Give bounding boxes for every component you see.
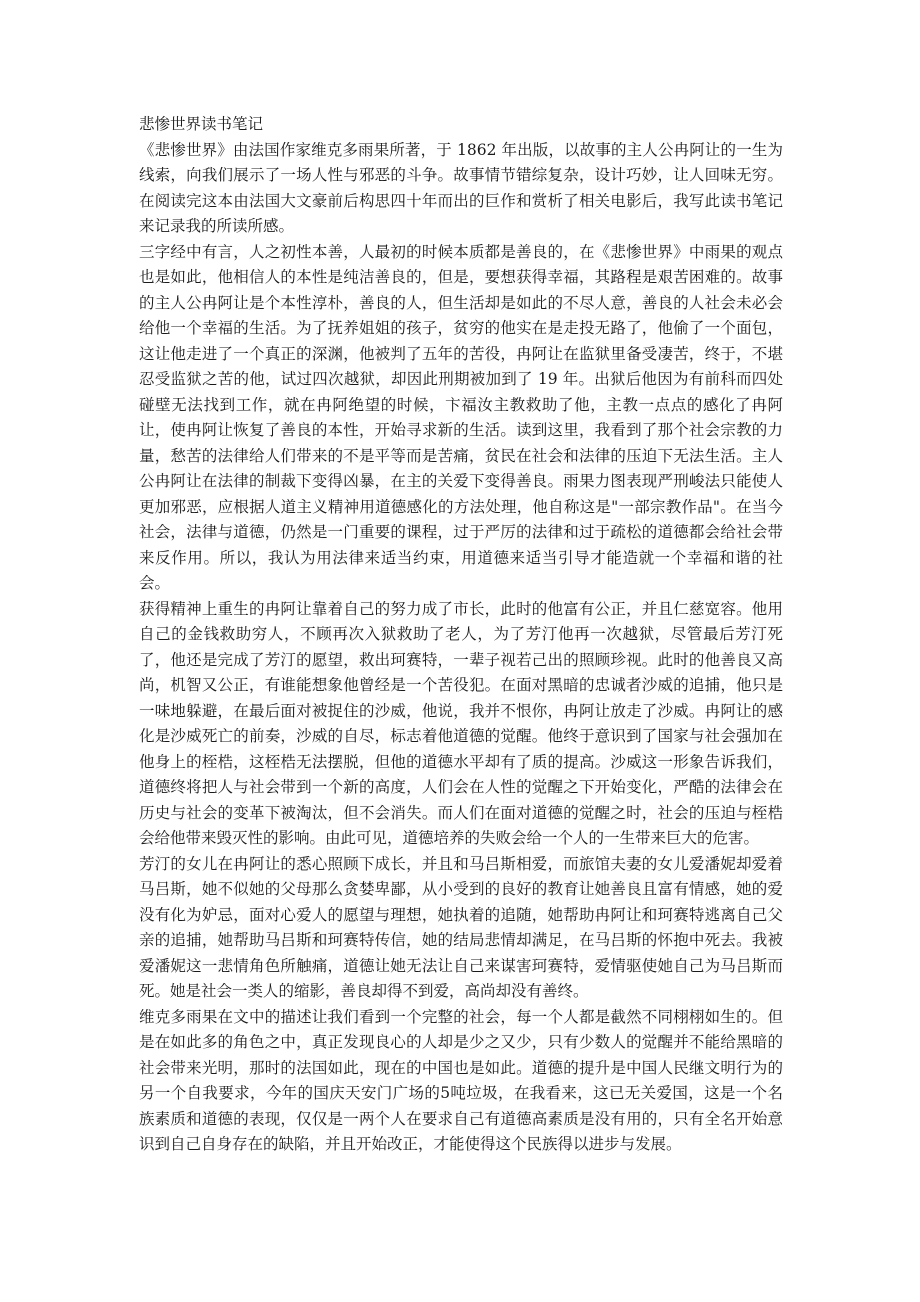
document-body <box>139 112 783 1158</box>
paragraph-eponine: 芳汀的女儿在冉阿让的悉心照顾下成长，并且和马吕斯相爱，而旅馆夫妻的女儿爱潘妮却爱着马吕斯，她不似她的父母那么贪婪卑鄙，从小受到的良好的教育让她善良且富有情感，她的爱没有化为妒忌，面对心爱人的愿望与理想，她执着的追随，她帮助冉阿让和珂赛特逃离自己父亲的追捕，她帮助马吕斯和珂赛特传信，她的结局悲情却满足，在马吕斯的怀抱中死去。我被爱潘妮这一悲情角色所触痛，道德让她无法让自己来谋害珂赛特，爱情驱使她自己为马吕斯而死。她是社会一类人的缩影，善良却得不到爱，高尚却没有善终。 <box>139 854 783 1000</box>
document-title: 悲惨世界读书笔记 <box>139 115 264 133</box>
paragraph-redemption: 获得精神上重生的冉阿让靠着自己的努力成了市长，此时的他富有公正，并且仁慈宽容。他用自己的金钱救助穷人，不顾再次入狱救助了老人，为了芳汀他再一次越狱，尽管最后芳汀死了，他还是完成了芳汀的愿望，救出珂赛特，一辈子视若己出的照顾珍视。此时的他善良又高尚，机智又公正，有谁能想象他曾经是一个苦役犯。在面对黑暗的忠诚者沙威的追捕，他只是一味地躲避，在最后面对被捉住的沙威，他说，我并不恨你，冉阿让放走了沙威。冉阿让的感化是沙威死亡的前奏，沙威的自尽，标志着他道德的觉醒。他终于意识到了国家与社会强加在他身上的桎梏，这桎梏无法摆脱，但他的道德水平却有了质的提高。沙威这一形象告诉我们，道德终将把人与社会带到一个新的高度，人们会在人性的觉醒之下开始变化，严酷的法律会在历史与社会的变革下被淘汰，但不会消失。而人们在面对道德的觉醒之时，社会的压迫与桎梏会给他带来毁灭性的影响。由此可见，道德培养的失败会给一个人的一生带来巨大的危害。 <box>139 599 783 847</box>
paragraph-conclusion: 维克多雨果在文中的描述让我们看到一个完整的社会，每一个人都是截然不同栩栩如生的。但是在如此多的角色之中，真正发现良心的人却是少之又少，只有少数人的觉醒并不能给黑暗的社会带来光明，那时的法国如此，现在的中国也是如此。道德的提升是中国人民继文明行为的另一个自我要求，今年的国庆天安门广场的5吨垃圾，在我看来，这已无关爱国，这是一个名族素质和道德的表现，仅仅是一两个人在要求自己有道德高素质是没有用的，只有全名开始意识到自己自身存在的缺陷，并且开始改正，才能使得这个民族得以进步与发展。 <box>139 1007 783 1153</box>
paragraph-intro: 《悲惨世界》由法国作家维克多雨果所著，于 1862 年出版，以故事的主人公冉阿让的一生为线索，向我们展示了一场人性与邪恶的斗争。故事情节错综复杂，设计巧妙，让人回味无穷。在阅读完这本由法国大文豪前后构思四十年而出的巨作和赏析了相关电影后，我写此读书笔记来记录我的所读所感。 <box>139 140 783 235</box>
paragraph-human-nature: 三字经中有言，人之初性本善，人最初的时候本质都是善良的，在《悲惨世界》中雨果的观点也是如此，他相信人的本性是纯洁善良的，但是，要想获得幸福，其路程是艰苦困难的。故事的主人公冉阿让是个本性淳朴，善良的人，但生活却是如此的不尽人意，善良的人社会未必会给他一个幸福的生活。为了抚养姐姐的孩子，贫穷的他实在是走投无路了，他偷了一个面包，这让他走进了一个真正的深渊，他被判了五年的苦役，冉阿让在监狱里备受凄苦，终于，不堪忍受监狱之苦的他，试过四次越狱，却因此刑期被加到了 19 年。出狱后他因为有前科而四处碰壁无法找到工作，就在冉阿绝望的时候，卞福汝主教救助了他，主教一点点的感化了冉阿让，使冉阿让恢复了善良的本性，开始寻求新的生活。读到这里，我看到了那个社会宗教的力量，愁苦的法律给人们带来的不是平等而是苦痛，贫民在社会和法律的压迫下无法生活。主人公冉阿让在法律的制裁下变得凶暴，在主的关爱下变得善良。雨果力图表现严刑峻法只能使人更加邪恶，应根据人道主义精神用道德感化的方法处理，他自称这是"一部宗教作品"。在当今社会，法律与道德，仍然是一门重要的课程，过于严厉的法律和过于疏松的道德都会给社会带来反作用。所以，我认为用法律来适当约束，用道德来适当引导才能造就一个幸福和谐的社会。 <box>139 242 783 592</box>
